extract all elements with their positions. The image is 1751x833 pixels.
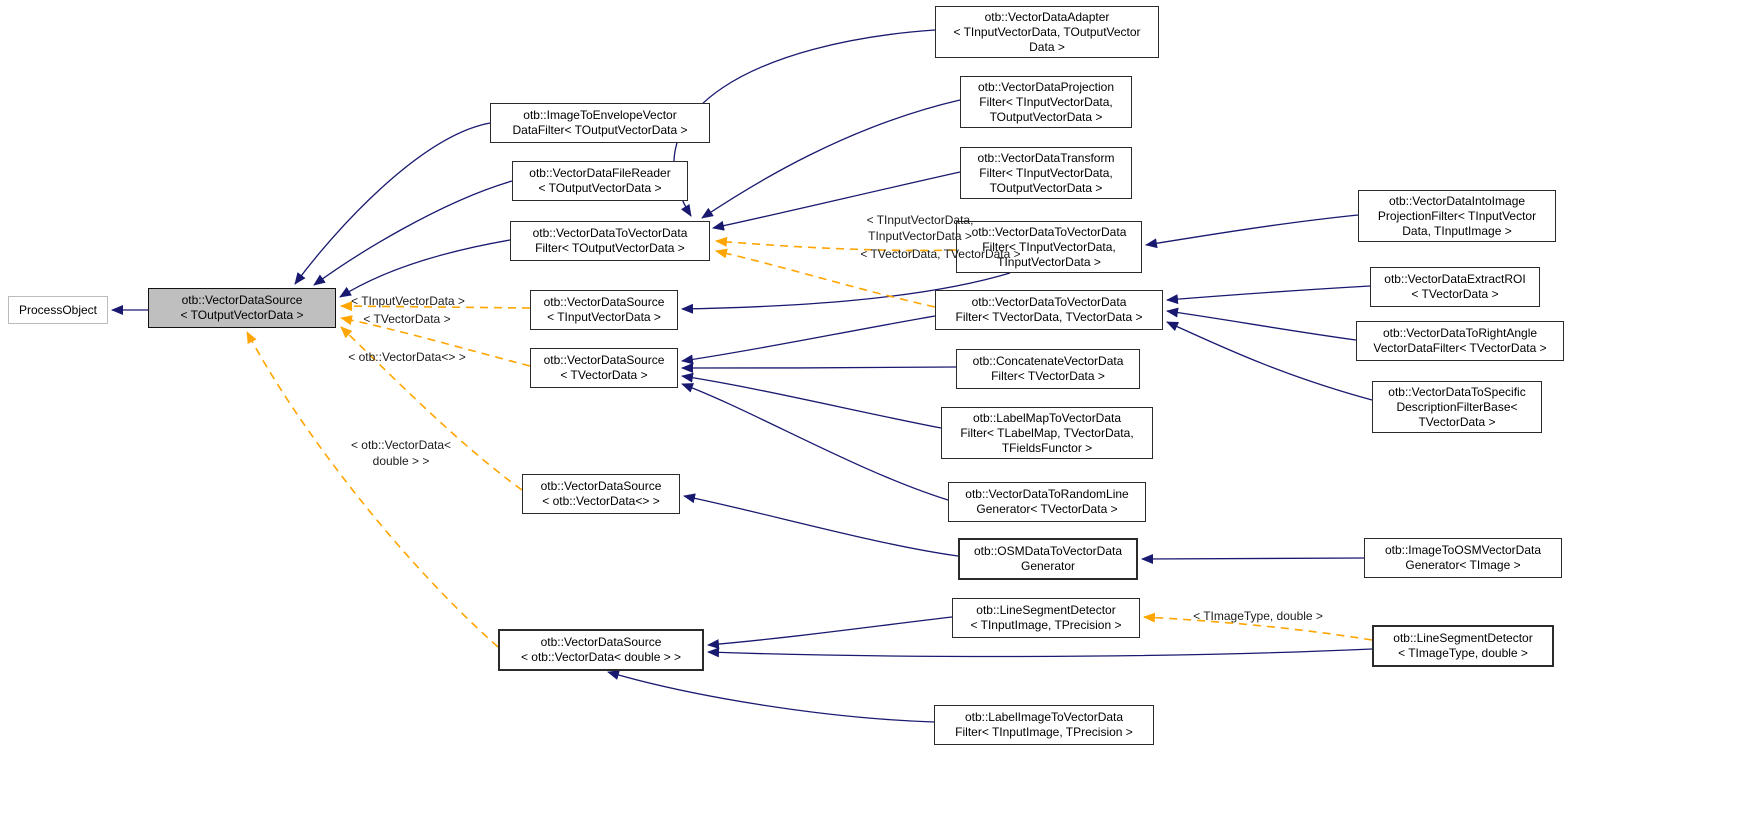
class-node-label: < TOutputVectorData > <box>180 308 304 322</box>
class-node-vectordatatovectordatafilter-toutputvectordata[interactable] <box>510 221 710 261</box>
class-node-label: otb::VectorDataToSpecific <box>1388 384 1526 399</box>
edge-label-line: < otb::VectorData<> > <box>348 350 466 364</box>
edge-inherit-labelimage-to-source-double <box>608 672 934 722</box>
class-node-vectordatasource-tvectordata[interactable] <box>530 348 678 388</box>
edge-inherit-lsddouble-to-source-double <box>708 649 1372 657</box>
class-node-label: TFieldsFunctor > <box>1001 440 1093 455</box>
edge-inherit-labelmap-to-source-tvector <box>682 376 941 428</box>
edge-label-line: TInputVectorData > <box>868 228 972 243</box>
edge-inherit-adapter-to-vd2vdout <box>674 30 935 216</box>
edge-inherit-osm-to-source-otbvd <box>684 496 958 556</box>
edge-label-line: < TVectorData, TVectorData > <box>860 247 1021 261</box>
class-node-label: < TOutputVectorData > <box>538 181 662 195</box>
class-node-vectordatatorightanglevectordatafilter[interactable] <box>1356 321 1564 361</box>
edge-label-tmpl-tvectordata-tvectordata <box>838 247 1043 263</box>
edge-inherit-vd2vdout-to-current <box>340 240 510 297</box>
class-node-vectordataextractroi[interactable] <box>1370 267 1540 307</box>
class-node-vectordataprojectionfilter[interactable] <box>960 76 1132 128</box>
class-node-vectordataadapter[interactable] <box>935 6 1159 58</box>
class-node-label: < TImageType, double > <box>1398 646 1528 660</box>
class-node-vectordatasource-toutputvectordata <box>148 288 336 328</box>
class-node-label: Filter< TVectorData > <box>991 369 1105 383</box>
class-node-vectordatatovectordatafilter-tvectordata[interactable] <box>935 290 1163 330</box>
class-node-label: otb::VectorDataToVectorData <box>532 226 688 240</box>
class-node-vectordatasource-tinputvectordata[interactable] <box>530 290 678 330</box>
class-node-label: otb::VectorDataProjection <box>977 79 1115 94</box>
edge-template-source-double-to-current <box>247 332 498 647</box>
class-node-processobject <box>8 296 108 324</box>
class-node-labelimagetovectordatafilter[interactable] <box>934 705 1154 745</box>
class-node-label: otb::LineSegmentDetector <box>1393 631 1533 645</box>
class-node-label: DataFilter< TOutputVectorData > <box>512 123 688 137</box>
class-node-label: < TVectorData > <box>1411 287 1499 301</box>
class-node-label: otb::VectorDataSource <box>543 353 665 367</box>
class-node-label: Filter< TInputVectorData, <box>979 94 1113 109</box>
class-node-label: < TInputVectorData, TOutputVector <box>953 24 1141 39</box>
class-node-label: VectorDataFilter< TVectorData > <box>1373 341 1547 355</box>
class-node-label: otb::LineSegmentDetector <box>976 603 1116 617</box>
class-node-label: otb::ConcatenateVectorData <box>972 354 1124 368</box>
class-node-vectordatatransformfilter[interactable] <box>960 147 1132 199</box>
class-node-label: otb::ImageToOSMVectorData <box>1384 543 1542 557</box>
class-node-label: Filter< TVectorData, TVectorData > <box>955 310 1143 324</box>
class-node-label: otb::VectorDataSource <box>540 479 662 493</box>
class-node-label: ProjectionFilter< TInputVector <box>1377 208 1537 223</box>
class-node-concatenatevectordatafilter[interactable] <box>956 349 1140 389</box>
edge-inherit-tospecific-to-vd2vdt <box>1167 322 1372 400</box>
edge-label-tmpl-otbvectordata-double <box>342 438 460 469</box>
class-node-label: Filter< TInputVectorData, <box>982 239 1116 254</box>
class-node-label: otb::VectorDataFileReader <box>529 166 671 180</box>
edge-inherit-extractroi-to-vd2vdt <box>1167 286 1370 300</box>
edge-inherit-imagetoosm-to-osm <box>1142 558 1364 559</box>
class-node-vectordatasource-otbvectordata[interactable] <box>522 474 680 514</box>
class-node-label: Filter< TLabelMap, TVectorData, <box>960 425 1134 440</box>
class-node-linesegmentdetector-tinputimage[interactable] <box>952 598 1140 638</box>
class-node-label: < otb::VectorData<> > <box>542 494 660 508</box>
class-node-labelmaptovectordatafilter[interactable] <box>941 407 1153 459</box>
class-node-vectordatasource-otbvectordata-double[interactable] <box>498 629 704 671</box>
class-node-label: Generator< TVectorData > <box>976 502 1118 516</box>
class-node-label: otb::VectorDataSource <box>540 635 662 649</box>
class-node-label: otb::VectorDataToVectorData <box>971 224 1127 239</box>
class-node-label: Generator <box>1020 559 1076 573</box>
class-node-label: Filter< TInputVectorData, <box>979 165 1113 180</box>
class-node-label: DescriptionFilterBase< <box>1396 399 1518 414</box>
class-node-label: otb::OSMDataToVectorData <box>973 544 1123 558</box>
class-node-linesegmentdetector-timagetype-double[interactable] <box>1372 625 1554 667</box>
edge-label-line: < TInputVectorData > <box>351 294 465 308</box>
edge-label-line: < otb::VectorData< <box>350 438 452 452</box>
edge-inherit-lsdgeneric-to-source-double <box>708 617 952 645</box>
class-node-label: Data > <box>1029 39 1065 54</box>
class-node-label: < otb::VectorData< double > > <box>520 650 682 664</box>
class-node-vectordatatorandomlinegenerator[interactable] <box>948 482 1146 522</box>
class-node-label: Data, TInputImage > <box>1402 223 1512 238</box>
class-node-osmdatatovectordatagenerator[interactable] <box>958 538 1138 580</box>
edge-inherit-imagetoenvelope-to-current <box>295 123 490 284</box>
edge-label-line: < TInputVectorData, <box>866 213 974 227</box>
edge-label-tmpl-otbvectordata <box>337 350 477 366</box>
edge-label-tmpl-timagetype-double <box>1183 609 1333 625</box>
edge-label-tmpl-tvectordata <box>352 312 462 328</box>
class-node-label: < TInputImage, TPrecision > <box>970 618 1122 632</box>
class-node-label: Filter< TInputImage, TPrecision > <box>955 725 1133 739</box>
class-node-label: TOutputVectorData > <box>989 180 1103 195</box>
edge-inherit-vd2vdt-to-source-tvector <box>682 316 935 361</box>
class-node-label: otb::VectorDataToVectorData <box>971 295 1127 309</box>
class-node-imagetoosmvectordatagenerator[interactable] <box>1364 538 1562 578</box>
class-node-label: TInputVectorData > <box>997 254 1101 269</box>
class-node-label: otb::VectorDataSource <box>181 293 303 307</box>
class-node-vectordatatospecificdescriptionfilterbase[interactable] <box>1372 381 1542 433</box>
class-node-label: TVectorData > <box>1418 414 1496 429</box>
class-node-vectordatafilereader[interactable] <box>512 161 688 201</box>
edge-label-line: < TImageType, double > <box>1193 609 1323 623</box>
class-node-label: otb::VectorDataSource <box>543 295 665 309</box>
class-node-label: Generator< TImage > <box>1405 558 1521 572</box>
edge-label-tmpl-tinputvectordata-tinputvectordata <box>845 213 995 244</box>
edge-inherit-projection-to-vd2vdout <box>702 100 960 218</box>
edge-inherit-intoimage-to-vd2vdin <box>1146 215 1358 245</box>
class-node-label: Filter< TOutputVectorData > <box>535 241 685 255</box>
edge-label-line: double > > <box>372 453 430 468</box>
edge-inherit-filereader-to-current <box>314 181 512 285</box>
class-node-vectordataintoimageprojectionfilter[interactable] <box>1358 190 1556 242</box>
class-node-label: < TVectorData > <box>560 368 648 382</box>
class-node-label: otb::LabelImageToVectorData <box>964 710 1124 724</box>
class-node-label: ProcessObject <box>18 302 98 317</box>
class-node-label: otb::VectorDataIntoImage <box>1388 193 1526 208</box>
class-node-label: TOutputVectorData > <box>989 109 1103 124</box>
edge-inherit-rightangle-to-vd2vdt <box>1167 311 1356 340</box>
class-node-label: otb::VectorDataExtractROI <box>1384 272 1526 286</box>
edge-label-line: < TVectorData > <box>363 312 451 326</box>
class-node-label: otb::VectorDataAdapter <box>984 9 1110 24</box>
class-node-label: otb::LabelMapToVectorData <box>972 410 1122 425</box>
class-node-label: otb::VectorDataToRandomLine <box>965 487 1129 501</box>
edge-label-tmpl-tinputvectordata <box>342 294 474 310</box>
class-node-imagetoenvelopevectordatafilter[interactable] <box>490 103 710 143</box>
class-node-label: otb::VectorDataTransform <box>977 150 1115 165</box>
class-node-label: < TInputVectorData > <box>547 310 661 324</box>
class-node-label: otb::ImageToEnvelopeVector <box>523 108 677 122</box>
class-node-label: otb::VectorDataToRightAngle <box>1382 326 1538 340</box>
edge-inherit-concatenate-to-source-tvector <box>682 367 956 368</box>
